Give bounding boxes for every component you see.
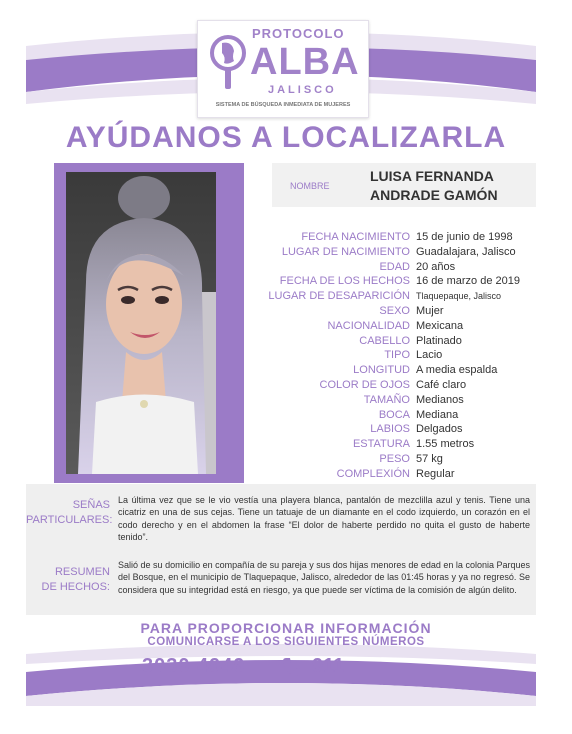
detail-row [260,393,540,408]
detail-value: Mediana [416,408,459,421]
detail-label: COMPLEXIÓN [336,467,410,480]
detail-label: LUGAR DE NACIMIENTO [281,245,410,258]
name-label: NOMBRE [290,181,330,191]
detail-label: TIPO [384,349,410,362]
senas-text: La última vez que se le vio vestía una playera blanca, pantalón de mezclilla azul y tenis. Tiene una cicatriz en una de sus cejas. Tiene un tatuaje de un diamante en el codo izquierdo, un corazón en el codo derecho y en el abdomen la frase “El dolor de haberte perdido no quita el gusto de haberte tenido”. [118,495,530,542]
detail-label: ESTATURA [352,438,410,451]
detail-value: 20 años [416,260,456,273]
resumen-label [26,565,110,595]
detail-label: SEXO [379,304,410,317]
detail-value: Tlaquepaque, Jalisco [416,291,502,302]
detail-label: LUGAR DE DESAPARICIÓN [268,290,410,303]
logo-alba-text: ALBA [250,41,360,83]
detail-row [260,363,540,378]
detail-row [260,408,540,423]
contact-line1: PARA PROPORCIONAR INFORMACIÓN [140,620,432,636]
senas-label-line2: PARTICULARES: [26,514,113,526]
detail-row [260,348,540,363]
detail-label: COLOR DE OJOS [319,378,410,391]
missing-person-photo [66,172,216,474]
detail-value: Guadalajara, Jalisco [416,245,516,258]
person-name-line1: LUISA FERNANDA [370,168,494,184]
detail-row [260,289,540,304]
person-details [260,230,540,496]
detail-row [260,334,540,349]
detail-row [260,230,540,245]
detail-label: LABIOS [370,423,410,436]
resumen-label-line2: DE HECHOS: [41,581,110,593]
detail-row [260,304,540,319]
phone-number-2[interactable]: 911 [312,655,345,677]
magnifier-profile-icon [208,31,248,91]
detail-label: PESO [379,452,410,465]
detail-label: LONGITUD [353,364,410,377]
detail-label: FECHA NACIMIENTO [301,231,410,243]
headline: AYÚDANOS A LOCALIZARLA [65,121,507,154]
detail-row [260,422,540,437]
detail-row [260,260,540,275]
detail-row [260,467,540,482]
detail-value: Mujer [416,304,444,317]
person-name [370,167,498,205]
person-name-line2: ANDRADE GAMÓN [370,187,498,203]
resumen-label-line1: RESUMEN [54,566,110,578]
detail-row [260,274,540,289]
senas-label [26,498,113,528]
protocolo-alba-logo [197,20,369,118]
detail-label: TAMAÑO [363,393,410,406]
logo-protocolo-text: PROTOCOLO [252,26,345,41]
detail-row [260,319,540,334]
detail-row [260,378,540,393]
detail-label: CABELLO [359,334,410,347]
detail-value: 15 de junio de 1998 [416,231,513,243]
detail-value: Café claro [416,378,467,391]
detail-value: A media espalda [416,364,498,377]
detail-label: NACIONALIDAD [327,319,410,332]
detail-row [260,452,540,467]
resumen-text: Salió de su domicilio en compañía de su pareja y sus dos hijas menores de edad en la colonia Parques del Bosque, en el municipio de Tlaquepaque, Jalisco, alrededor de las 01:45 horas y ya no regresó. Se considera que su integridad está en riesgo, ya que puede ser víctima de la comisión de algún delito. [118,560,530,595]
phone-number-1[interactable]: 3030 4949 [142,655,246,677]
detail-value: Regular [416,467,455,480]
detail-value: Platinado [416,334,462,347]
detail-row [260,245,540,260]
detail-value: Delgados [416,423,463,436]
detail-row [260,437,540,452]
logo-tagline: SISTEMA DE BÚSQUEDA INMEDIATA DE MUJERES [215,102,351,108]
senas-label-line1: SEÑAS [72,499,110,511]
phone-icon [282,657,302,677]
detail-value: Lacio [416,349,443,362]
detail-value: 16 de marzo de 2019 [416,275,520,288]
detail-value: 57 kg [416,452,443,465]
detail-value: Mexicana [416,319,464,332]
detail-value: Medianos [416,393,464,406]
logo-jalisco-text: JALISCO [268,84,337,96]
detail-label: BOCA [378,408,410,421]
detail-value: 1.55 metros [416,438,475,451]
detail-label: FECHA DE LOS HECHOS [279,275,410,288]
detail-label: EDAD [379,260,410,273]
contact-line2: COMUNICARSE A LOS SIGUIENTES NÚMEROS [147,636,425,648]
